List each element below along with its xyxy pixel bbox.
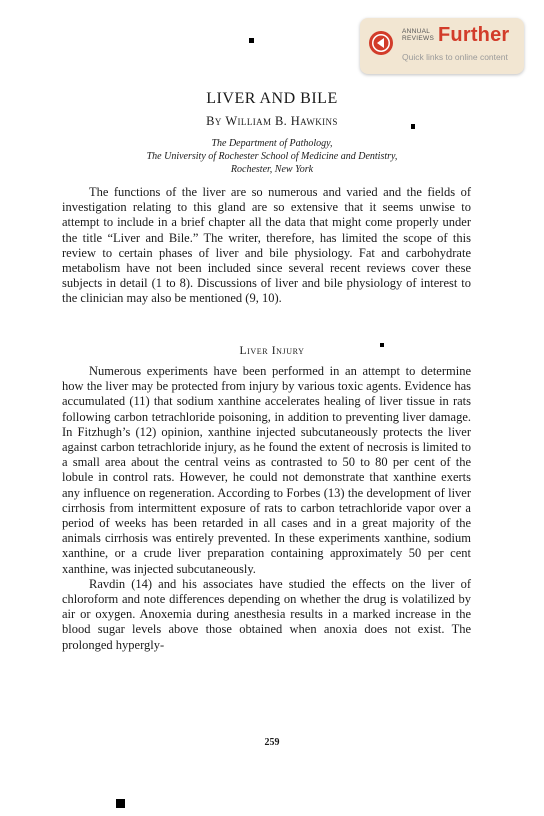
affiliation-line-1: The Department of Pathology, [211, 138, 333, 149]
intro-paragraph-block [62, 185, 471, 307]
affiliation-line-3: Rochester, New York [230, 164, 314, 175]
article-author [0, 114, 544, 129]
scan-mark [249, 38, 254, 43]
badge-further-label: Further [438, 24, 510, 46]
article-title: LIVER AND BILE [206, 90, 338, 107]
section-heading-liver-injury: Liver Injury [239, 345, 305, 357]
badge-annual-reviews-label: ANNUAL REVIEWS [402, 28, 435, 42]
section-body [62, 364, 471, 653]
paragraph-xanthine: Numerous experiments have been performed in an attempt to determine how the liver may be protected from injury by various toxic agents. Evidence has accumulated (11) that sodium xanthine accelerates healing of liver tissue in rats following carbon tetrachloride poisoning, in addition to preventing liver damage. In Fitzhugh’s (12) opinion, xanthine injected subcutaneously protects the liver against carbon tetrachloride injury, as he found the extent of necrosis is limited to a small area about the central veins as contrasted to 50 to 80 per cent of the lobule in control rats. However, he could not demonstrate that xanthine exerts any influence on regeneration. According to Forbes (13) the development of liver cirrhosis from intermittent exposure of rats to carbon tetrachloride vapor over a period of weeks has been retarded in all cases and in a great majority of the animals cirrhosis was entirely prevented. In these experiments xanthine, sodium xanthine, or a crude liver preparation containing approximately 50 per cent xanthine, was injected subcutaneously. [62, 364, 471, 576]
intro-paragraph: The functions of the liver are so numerous and varied and the fields of investigation relating to this gland are so extensive that it seems unwise to attempt to include in a brief chapter all the data that might come properly under the title “Liver and Bile.” The writer, therefore, has limited the scope of this review to certain phases of liver and bile physiology. Fat and carbohydrate metabolism have not been included since several recent reviews cover these subjects in detail (1 to 8). Discussions of liver and bile physiology of interest to the clinician may also be mentioned (9, 10). [62, 185, 471, 306]
play-back-icon [368, 30, 394, 56]
badge-subtitle: Quick links to online content [402, 52, 508, 62]
scan-mark [116, 799, 125, 808]
page-number: 259 [264, 737, 280, 748]
author-name: William B. Hawkins [225, 114, 338, 128]
author-by: By [206, 114, 222, 128]
affiliation-line-2: The University of Rochester School of Medicine and Dentistry, [146, 151, 398, 162]
further-annual-reviews-badge[interactable] [360, 18, 524, 74]
paragraph-ravdin: Ravdin (14) and his associates have studied the effects on the liver of chloroform and note differences depending on whether the drug is volatilized by air or oxygen. Anoxemia during anesthesia results in a marked increase in the blood sugar levels above those obtained when anoxia does not exist. The prolonged hypergly- [62, 576, 471, 652]
